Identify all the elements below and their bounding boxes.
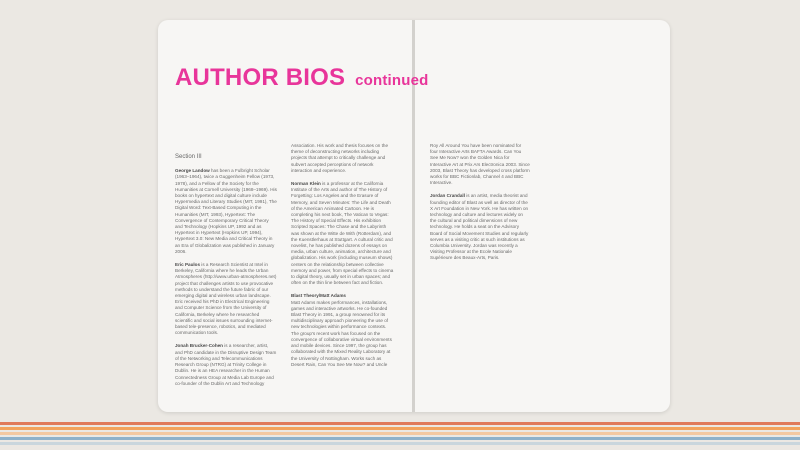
bio-name: Blast Theory/Matt Adams xyxy=(291,293,346,299)
bio-name: Jordan Crandall xyxy=(430,193,465,199)
bio-text: Association. His work and thesis focuses on the theme of deconstructing networks including projects that attempt to critically challenge and subvert accepted perceptions of network interaction and experience. xyxy=(291,143,389,173)
bio-paragraph xyxy=(175,343,277,386)
bio-column-1 xyxy=(175,154,277,394)
page-title xyxy=(175,64,429,92)
bio-paragraph xyxy=(430,193,530,261)
bio-paragraph xyxy=(175,168,277,255)
bio-paragraph xyxy=(291,181,395,286)
bio-text: Roy All Around You have been nominated for four Interactive Arts BAFTA Awards. Can You See Me Now? won the Golden Nica for Interactive Art at Prix Ars Electronica 2003. Since 2003, Blast Theory has developed cross platform works for BBC Fictionlab, Channel 4 and BBC Interactive. xyxy=(430,143,530,186)
bio-text: is a Research Scientist at Intel in Berkeley, California where he leads the Urban Atmospheres (http://www.urban-atmospheres.net) project that challenges artists to use provocative methods to understand the future fabric of our emerging digital and wireless urban landscape. Eric received his PhD in Electrical Engineering and Computer Science from the University of California, Berkeley where he researched scientific and social issues surrounding internet-based tele-presence, robotics, and mediated communication tools. xyxy=(175,262,277,336)
bio-name: Jonah Brucker-Cohen xyxy=(175,343,223,349)
decorative-stripes xyxy=(0,422,800,450)
bio-text: has been a Fulbright Scholar (1963–1964), twice a Guggenheim Fellow (1973, 1978), and a Fellow of the Society for the Humanities at Cornell University (1968–1969). His books on hypertext and digital culture include Hypermedia and Literary Studies (MIT, 1991), The Digital Word: Text-Based Computing in the Humanities (MIT, 1993), Hypertext: The Convergence of Contemporary Critical Theory and Technology (Hopkins UP, 1992 and as Hypertext in Hypertext (Hopkins UP, 1994), Hypertext 3.0: New Media and Critical Theory in an Era of Globalization was published in January 2006. xyxy=(175,168,277,254)
bio-paragraph xyxy=(291,293,395,367)
bio-paragraph xyxy=(291,143,395,174)
section-label: Section III xyxy=(175,154,202,160)
bio-text: Matt Adams makes performances, installations, games and interactive artworks. He co-founded Blast Theory in 1991, a group renowned for its multidisciplinary approach pioneering the use of new technologies within performance contexts. The group's recent work has focused on the convergence of collaborative virtual environments and mobile devices. Since 1997, the group has collaborated with the Mixed Reality Laboratory at the University of Nottingham. Works such as Desert Rain, Can You See Me Now? and Uncle xyxy=(291,299,392,367)
title-suffix: continued xyxy=(355,72,429,89)
bio-name: George Landow xyxy=(175,168,210,174)
bio-text: is a researcher, artist, and PhD candidate in the Disruptive Design Team of the Networking and Telecommunications Research Group (NTRG) at Trinity College in Dublin. He is an HEA researcher in the Human Connectedness Group at Media Lab Europe and co-founder of the Dublin Art and Technology xyxy=(175,343,277,386)
bio-name: Eric Paulos xyxy=(175,262,201,268)
bio-column-3 xyxy=(430,143,530,269)
bio-text: is a professor at the California Institute of the Arts and author of The History of Forgetting: Los Angeles and the Erasure of Memory, and Seven Minutes: The Life and Death of the American Animated Cartoon. He is completing his next book, The Vatican to Vegas: The History of Special Effects. His exhibition Scripted Spaces: The Chase and the Labyrinth was shown at the Witte de With (Rotterdam), and the Kuenstlerhaus at Stuttgart. A cultural critic and novelist, he has published dozens of essays on media, urban culture, animation, architecture and globalization. His work (including museum shows) centers on the relationship between collective memory and power, from special effects to cinema to digital theory, usually set in urban spaces; and often on the thin line between fact and fiction. xyxy=(291,181,394,286)
bio-column-2 xyxy=(291,143,395,375)
bio-name: Norman Klein xyxy=(291,181,321,187)
title-main: AUTHOR BIOS xyxy=(175,64,346,91)
bio-paragraph xyxy=(430,143,530,186)
bio-text: is an artist, media theorist and founding editor of Blast as well as director of the X Art Foundation in New York. He has written on technology and culture and lectures widely on the cultural and political dimensions of new technology. He holds a seat on the Advisory Board of Social Movement Studies and regularly serves as a visiting critic at such institutions as Columbia University. Jordan was recently a Visiting Professor at the Ecole Nationale Supérieure des Beaux-Arts, Paris. xyxy=(430,193,529,261)
bio-paragraph xyxy=(175,262,277,336)
